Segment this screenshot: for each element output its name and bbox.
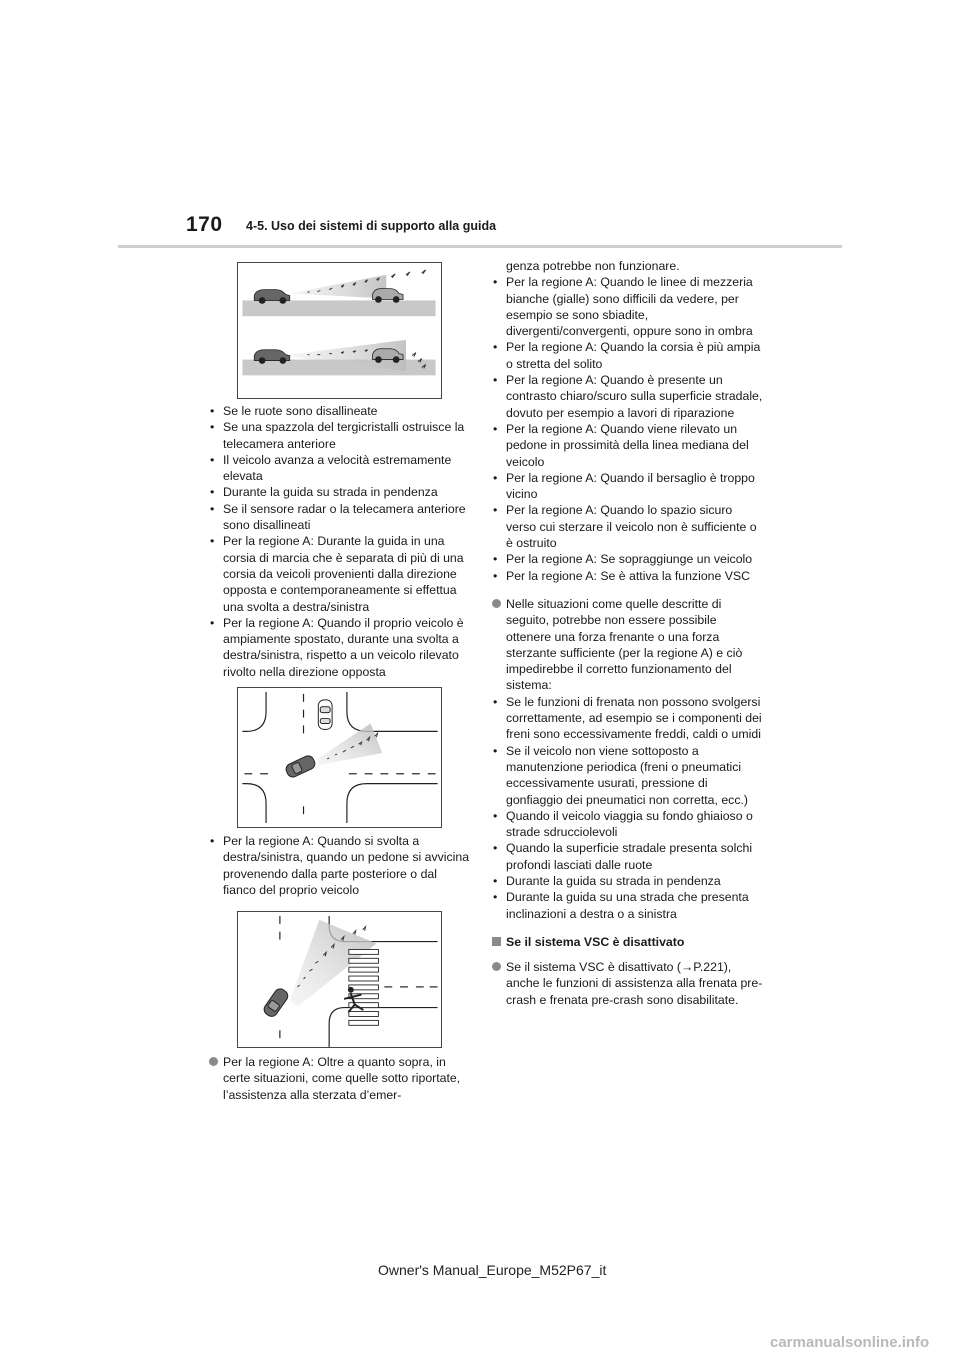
list-item: • Durante la guida su una strada che presenta inclinazioni a destra o a sinistra (491, 889, 763, 922)
list-item: • Per la regione A: Quando la corsia è più ampia o stretta del solito (491, 339, 763, 372)
left-column (208, 403, 470, 680)
circle-paragraph-emergency-steering: Per la regione A: Oltre a quanto sopra, in certe situazioni, come quelle sotto riportate, l’assistenza alla sterzata d’emer- (208, 1054, 470, 1103)
right-column (491, 258, 763, 1008)
road-illustration-svg (238, 263, 441, 398)
bullet-list-braking-conditions (491, 694, 763, 922)
pedestrian-illustration-svg (238, 912, 441, 1047)
own-car-icon (284, 754, 317, 779)
intersection-illustration-svg (238, 688, 441, 827)
illustration-intersection-oncoming (237, 687, 442, 828)
oncoming-car-icon (318, 700, 332, 730)
target-car-top-icon (373, 289, 404, 303)
own-car-icon (262, 987, 290, 1019)
list-item: • Per la regione A: Quando lo spazio sicuro verso cui sterzare il veicolo non è sufficiente o è ostruito (491, 502, 763, 551)
list-item: • Per la regione A: Se è attiva la funzione VSC (491, 568, 763, 584)
header-divider (118, 245, 842, 248)
curb-top-left (242, 692, 266, 731)
list-item: • Se le ruote sono disallineate (208, 403, 470, 419)
list-item: • Durante la guida su strada in pendenza (491, 873, 763, 889)
list-item: • Se le funzioni di frenata non possono svolgersi correttamente, ad esempio se i componenti dei freni sono eccessivamente freddi, caldi o umidi (491, 694, 763, 743)
curb-top-right (347, 692, 438, 731)
list-item: • Per la regione A: Quando il bersaglio è troppo vicino (491, 470, 763, 503)
list-item: • Quando la superficie stradale presenta solchi profondi lasciati dalle ruote (491, 840, 763, 873)
bullet-list-conditions-1 (208, 403, 470, 680)
curb-bottom-right (329, 1008, 437, 1047)
bullet-list-region-a (491, 274, 763, 584)
watermark: carmanualsonline.info (770, 1334, 930, 1351)
list-item: • Per la regione A: Se sopraggiunge un veicolo (491, 551, 763, 567)
list-item: • Se il sensore radar o la telecamera anteriore sono disallineati (208, 501, 470, 534)
list-item: • Quando il veicolo viaggia su fondo ghiaioso o strade sdrucciolevoli (491, 808, 763, 841)
list-item: • Per la regione A: Quando il proprio veicolo è ampiamente spostato, durante una svolta a destra/sinistra, rispetto a un veicolo rilevato rivolto nella direzione opposta (208, 615, 470, 680)
list-item: • Se il veicolo non viene sottoposto a manutenzione periodica (freni o pneumatici eccessivamente usurati, pressione di gonfiaggio dei pneumatici non corretta, ecc.) (491, 743, 763, 808)
illustration-radar-road-situations (237, 262, 442, 399)
continuation-text: genza potrebbe non funzionare. (506, 259, 680, 273)
list-item: • Se una spazzola del tergicristalli ostruisce la telecamera anteriore (208, 419, 470, 452)
list-item: • Il veicolo avanza a velocità estremamente elevata (208, 452, 470, 485)
list-item: • Per la regione A: Durante la guida in una corsia di marcia che è separata di più di una corsia da veicoli provenienti dalla direzione opposta e contemporaneamente si effettua una svolta a destra/sinistra (208, 533, 470, 614)
list-item: • Per la regione A: Quando viene rilevato un pedone in prossimità della linea mediana del veicolo (491, 421, 763, 470)
illustration-pedestrian-crossing (237, 911, 442, 1048)
list-item: • Per la regione A: Quando è presente un contrasto chiaro/scuro sulla superficie stradale, dovuto per esempio a lavori di riparazione (491, 372, 763, 421)
road-lane-top (242, 300, 435, 316)
circle-paragraph-vsc-off: Se il sistema VSC è disattivato (→P.221), anche le funzioni di assistenza alla frenata pre-crash e frenata pre-crash sono disabilitate. (491, 959, 763, 1008)
footer-manual-id: Owner's Manual_Europe_M52P67_it (378, 1262, 607, 1278)
list-item: • Durante la guida su strada in pendenza (208, 484, 470, 500)
curb-bottom-left (242, 784, 266, 823)
left-column-middle (208, 833, 470, 898)
crosswalk-stripes (349, 949, 379, 1025)
left-column-bottom (208, 1054, 470, 1103)
list-item: • Per la regione A: Quando si svolta a destra/sinistra, quando un pedone si avvicina provenendo dalla parte posteriore o dal fianco del proprio veicolo (208, 833, 470, 898)
curb-bottom-right (347, 784, 438, 823)
section-heading-vsc-off: Se il sistema VSC è disattivato (491, 934, 763, 950)
bullet-list-conditions-2 (208, 833, 470, 898)
list-item: • Per la regione A: Quando le linee di mezzeria bianche (gialle) sono difficili da vedere, per esempio se sono sbiadite, divergenti/convergenti, oppure sono in ombra (491, 274, 763, 339)
radar-beam-top (290, 275, 387, 299)
section-title: 4-5. Uso dei sistemi di supporto alla guida (246, 219, 497, 233)
circle-paragraph-insufficient-force: Nelle situazioni come quelle descritte di seguito, potrebbe non essere possibile ottenere una forza frenante o una forza sterzante sufficiente (per la regione A) e ciò impedirebbe il corretto funzionamento del sistema: (491, 596, 763, 694)
page-number: 170 (186, 213, 223, 236)
